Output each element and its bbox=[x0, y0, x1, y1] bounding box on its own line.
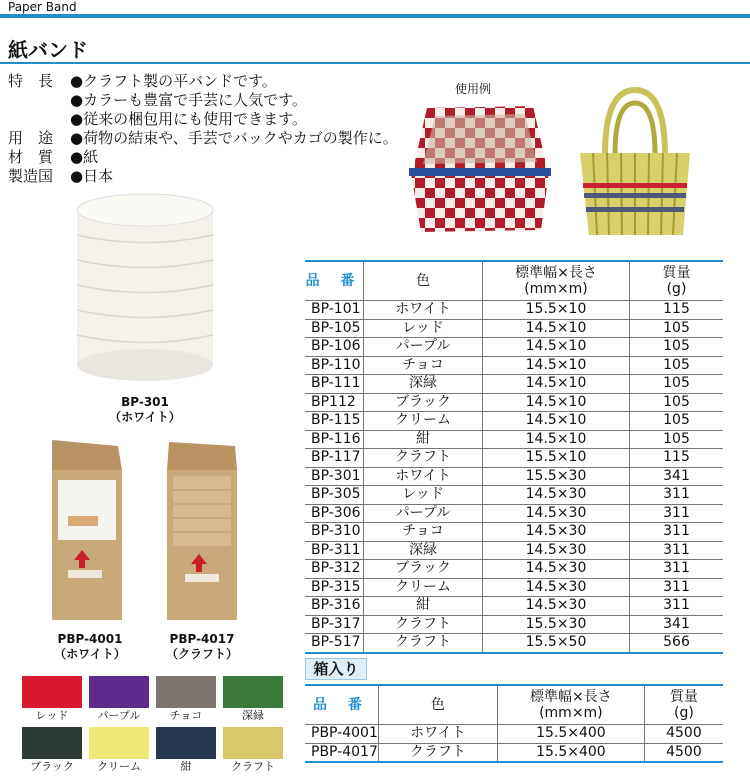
box-white-color: （ホワイト） bbox=[54, 647, 126, 661]
cell-code: BP-301 bbox=[305, 467, 364, 486]
table-row bbox=[305, 541, 723, 560]
cell-color: 紺 bbox=[364, 597, 483, 616]
table-row bbox=[305, 301, 723, 320]
cell-size: 14.5×30 bbox=[483, 504, 630, 523]
header-color: 色 bbox=[378, 685, 497, 725]
color-swatch bbox=[22, 727, 82, 759]
page-title: 紙バンド bbox=[8, 38, 88, 62]
cell-size: 14.5×30 bbox=[483, 560, 630, 579]
roll-color: （ホワイト） bbox=[109, 410, 181, 424]
box-kraft-image bbox=[163, 440, 243, 625]
cell-color: ホワイト bbox=[364, 467, 483, 486]
header-weight: 質量 (g) bbox=[644, 685, 723, 725]
color-swatch-label: 紺 bbox=[180, 760, 192, 773]
header-size: 標準幅×長さ (mm×m) bbox=[497, 685, 644, 725]
material-label: 材 質 bbox=[8, 148, 54, 166]
cell-weight: 105 bbox=[630, 319, 724, 338]
color-swatch bbox=[156, 676, 216, 708]
cell-weight: 311 bbox=[630, 486, 724, 505]
cell-weight: 105 bbox=[630, 375, 724, 394]
cell-code: BP-105 bbox=[305, 319, 364, 338]
color-swatch-label: クリーム bbox=[97, 760, 141, 773]
cell-color: レッド bbox=[364, 486, 483, 505]
color-swatch bbox=[223, 727, 283, 759]
table-row bbox=[305, 504, 723, 523]
feature-item: ●従来の梱包用にも使用できます。 bbox=[70, 110, 307, 128]
cell-size: 15.5×30 bbox=[483, 615, 630, 634]
color-swatch bbox=[22, 676, 82, 708]
table-row bbox=[305, 725, 723, 744]
cell-size: 14.5×10 bbox=[483, 412, 630, 431]
cell-code: BP-111 bbox=[305, 375, 364, 394]
cell-color: 深緑 bbox=[364, 541, 483, 560]
cell-code: BP-116 bbox=[305, 430, 364, 449]
cell-color: 深緑 bbox=[364, 375, 483, 394]
cell-code: BP-316 bbox=[305, 597, 364, 616]
color-swatch bbox=[89, 727, 149, 759]
cell-code: BP-310 bbox=[305, 523, 364, 542]
origin-label: 製造国 bbox=[8, 167, 54, 185]
feature-item: ●カラーも豊富で手芸に人気です。 bbox=[70, 91, 307, 109]
color-swatch-label: クラフト bbox=[231, 760, 275, 773]
color-swatch bbox=[156, 727, 216, 759]
color-swatch bbox=[89, 676, 149, 708]
table-row bbox=[305, 430, 723, 449]
table-row bbox=[305, 356, 723, 375]
cell-weight: 105 bbox=[630, 338, 724, 357]
cell-color: クラフト bbox=[378, 743, 497, 762]
color-swatch-label: レッド bbox=[35, 709, 69, 722]
cell-size: 14.5×30 bbox=[483, 541, 630, 560]
cell-weight: 115 bbox=[630, 449, 724, 468]
cell-code: BP-306 bbox=[305, 504, 364, 523]
cell-code: BP112 bbox=[305, 393, 364, 412]
cell-weight: 105 bbox=[630, 430, 724, 449]
box-white-image bbox=[48, 440, 128, 625]
roll-code: BP-301 bbox=[121, 395, 169, 409]
cell-color: クラフト bbox=[364, 449, 483, 468]
table-row bbox=[305, 412, 723, 431]
cell-code: BP-110 bbox=[305, 356, 364, 375]
cell-color: パープル bbox=[364, 338, 483, 357]
cell-weight: 4500 bbox=[644, 743, 723, 762]
color-swatch-label: ブラック bbox=[30, 760, 74, 773]
table-row bbox=[305, 743, 723, 762]
cell-code: PBP-4001 bbox=[305, 725, 378, 744]
cell-weight: 115 bbox=[630, 301, 724, 320]
cell-size: 15.5×400 bbox=[497, 743, 644, 762]
cell-size: 14.5×10 bbox=[483, 356, 630, 375]
cell-weight: 311 bbox=[630, 504, 724, 523]
table-row bbox=[305, 578, 723, 597]
spec-table bbox=[305, 260, 723, 654]
cell-size: 14.5×10 bbox=[483, 338, 630, 357]
header-weight: 質量 (g) bbox=[630, 261, 724, 301]
cell-color: ホワイト bbox=[364, 301, 483, 320]
color-swatch bbox=[223, 676, 283, 708]
cell-weight: 311 bbox=[630, 560, 724, 579]
cell-size: 14.5×30 bbox=[483, 523, 630, 542]
cell-size: 14.5×10 bbox=[483, 393, 630, 412]
feature-list bbox=[8, 72, 398, 186]
table-row bbox=[305, 338, 723, 357]
material-text: ●紙 bbox=[70, 148, 99, 166]
cell-weight: 341 bbox=[630, 615, 724, 634]
cell-weight: 311 bbox=[630, 597, 724, 616]
header-size: 標準幅×長さ (mm×m) bbox=[483, 261, 630, 301]
table-row bbox=[305, 393, 723, 412]
cell-size: 14.5×10 bbox=[483, 430, 630, 449]
usage-text: ●荷物の結束や、手芸でバックやカゴの製作に。 bbox=[70, 129, 398, 147]
cell-weight: 311 bbox=[630, 578, 724, 597]
cell-color: クリーム bbox=[364, 412, 483, 431]
usage-label: 用 途 bbox=[8, 129, 54, 147]
cell-size: 14.5×30 bbox=[483, 578, 630, 597]
cell-color: クラフト bbox=[364, 615, 483, 634]
woven-basket-image bbox=[575, 85, 695, 245]
cell-size: 14.5×10 bbox=[483, 375, 630, 394]
cell-code: BP-115 bbox=[305, 412, 364, 431]
cell-size: 15.5×30 bbox=[483, 467, 630, 486]
cell-color: パープル bbox=[364, 504, 483, 523]
feature-item: ●クラフト製の平バンドです。 bbox=[70, 72, 277, 90]
cell-color: クリーム bbox=[364, 578, 483, 597]
feature-label: 特 長 bbox=[8, 72, 54, 90]
table-row bbox=[305, 634, 723, 653]
table-row bbox=[305, 319, 723, 338]
color-swatch-label: パープル bbox=[97, 709, 141, 722]
header-subtitle: Paper Band bbox=[8, 0, 77, 14]
cell-weight: 4500 bbox=[644, 725, 723, 744]
paper-band-roll-image bbox=[65, 190, 225, 385]
cell-code: BP-101 bbox=[305, 301, 364, 320]
cell-color: チョコ bbox=[364, 356, 483, 375]
cell-size: 15.5×10 bbox=[483, 301, 630, 320]
origin-text: ●日本 bbox=[70, 167, 114, 185]
cell-code: BP-315 bbox=[305, 578, 364, 597]
cell-code: BP-117 bbox=[305, 449, 364, 468]
cell-color: チョコ bbox=[364, 523, 483, 542]
cell-color: ブラック bbox=[364, 393, 483, 412]
woven-tray-image bbox=[405, 98, 555, 238]
header-rule-top bbox=[0, 14, 750, 18]
header-rule-bottom bbox=[0, 62, 750, 64]
cell-code: PBP-4017 bbox=[305, 743, 378, 762]
cell-code: BP-517 bbox=[305, 634, 364, 653]
cell-color: クラフト bbox=[364, 634, 483, 653]
cell-size: 15.5×400 bbox=[497, 725, 644, 744]
cell-weight: 311 bbox=[630, 541, 724, 560]
cell-size: 14.5×30 bbox=[483, 486, 630, 505]
cell-size: 14.5×10 bbox=[483, 319, 630, 338]
cell-code: BP-106 bbox=[305, 338, 364, 357]
box-white-code: PBP-4001 bbox=[57, 632, 123, 646]
cell-color: ホワイト bbox=[378, 725, 497, 744]
cell-weight: 105 bbox=[630, 393, 724, 412]
header-code: 品 番 bbox=[305, 261, 364, 301]
header-code: 品 番 bbox=[305, 685, 378, 725]
box-kraft-code: PBP-4017 bbox=[169, 632, 235, 646]
cell-size: 15.5×10 bbox=[483, 449, 630, 468]
boxed-section-label: 箱入り bbox=[305, 658, 367, 680]
cell-code: BP-317 bbox=[305, 615, 364, 634]
boxed-spec-table bbox=[305, 684, 723, 763]
color-swatch-label: チョコ bbox=[169, 709, 203, 722]
cell-weight: 311 bbox=[630, 523, 724, 542]
usage-example-label: 使用例 bbox=[455, 82, 492, 96]
cell-color: 紺 bbox=[364, 430, 483, 449]
color-swatch-label: 深緑 bbox=[242, 709, 264, 722]
table-row bbox=[305, 560, 723, 579]
cell-code: BP-312 bbox=[305, 560, 364, 579]
table-row bbox=[305, 449, 723, 468]
table-row bbox=[305, 467, 723, 486]
cell-weight: 341 bbox=[630, 467, 724, 486]
table-row bbox=[305, 486, 723, 505]
cell-color: ブラック bbox=[364, 560, 483, 579]
cell-weight: 105 bbox=[630, 412, 724, 431]
table-row bbox=[305, 375, 723, 394]
table-row bbox=[305, 597, 723, 616]
table-row bbox=[305, 523, 723, 542]
header-color: 色 bbox=[364, 261, 483, 301]
cell-code: BP-305 bbox=[305, 486, 364, 505]
table-row bbox=[305, 615, 723, 634]
cell-code: BP-311 bbox=[305, 541, 364, 560]
box-kraft-color: （クラフト） bbox=[165, 647, 238, 661]
cell-size: 14.5×30 bbox=[483, 597, 630, 616]
cell-weight: 566 bbox=[630, 634, 724, 653]
cell-weight: 105 bbox=[630, 356, 724, 375]
cell-size: 15.5×50 bbox=[483, 634, 630, 653]
cell-color: レッド bbox=[364, 319, 483, 338]
